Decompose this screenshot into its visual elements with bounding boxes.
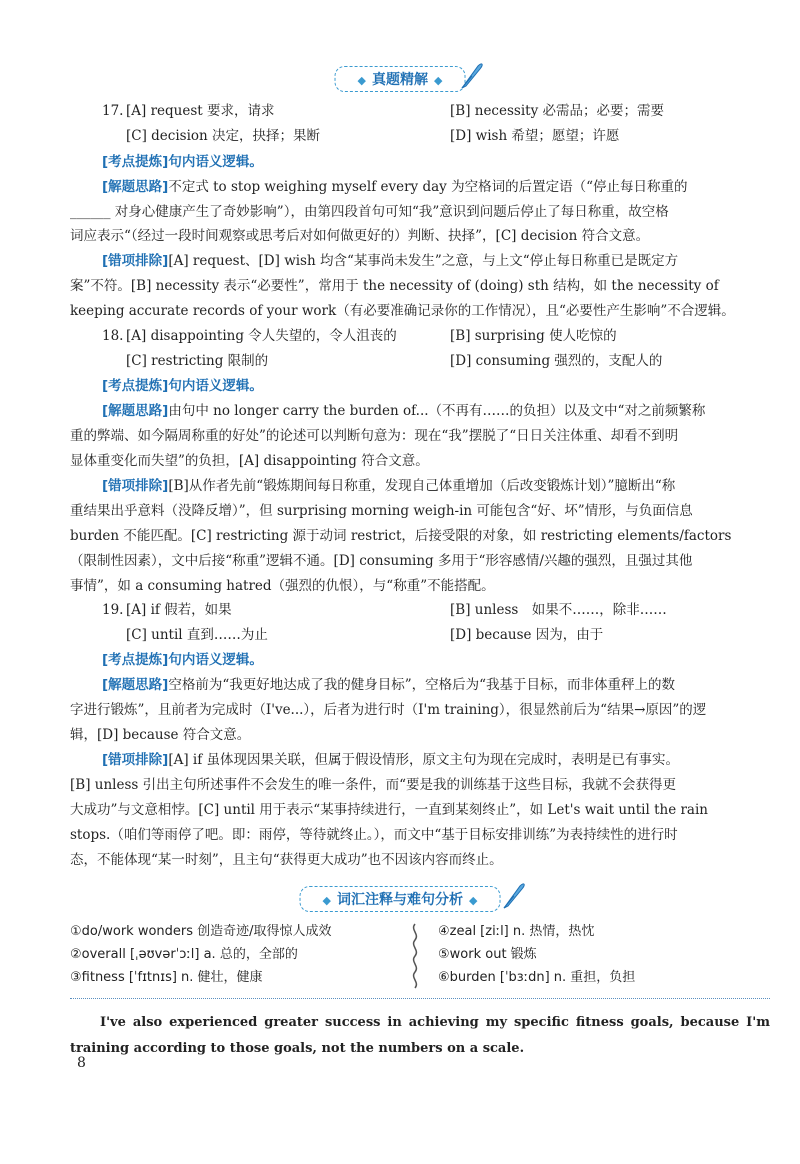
eliminate-line-4: （限制性因素），文中后接“称重”逻辑不通。[D] consuming 多用于“形容感情/兴趣的强烈，且强过其他 bbox=[70, 553, 693, 569]
eliminate-line-3: 大成功”与文意相悖。[C] until 用于表示“某事持续进行，一直到某刻终止”，如 Let's wait until the rain bbox=[70, 802, 708, 818]
bullet-dot: ◆ bbox=[322, 894, 331, 907]
key-point-tag: [考点提炼] bbox=[102, 652, 169, 668]
section-title: 词汇注释与难句分析 bbox=[337, 892, 463, 908]
feather-pen-icon bbox=[458, 60, 484, 90]
section-banner-vocabulary bbox=[300, 886, 501, 912]
option-a: [A] disappointing 令人失望的，令人沮丧的 bbox=[126, 328, 397, 344]
eliminate-line-2: [B] unless 引出主句所述事件不会发生的唯一条件，而“要是我的训练基于这些目标，我就不会获得更 bbox=[70, 777, 676, 793]
solution-text: 由句中 no longer carry the burden of...（不再有……的负担）以及文中“对之前频繁称 bbox=[168, 403, 706, 419]
key-point-text: 句内语义逻辑。 bbox=[168, 378, 263, 394]
solution-line-3: 词应表示“（经过一段时间观察或思考后对如何做更好的）判断、抉择”，[C] decision 符合文意。 bbox=[70, 228, 650, 244]
eliminate-line-3: burden 不能匹配。[C] restricting 源于动词 restrict，后接受限的对象，如 restricting elements/factors bbox=[70, 528, 732, 544]
key-point bbox=[102, 150, 760, 174]
eliminate-tag: [错项排除] bbox=[102, 478, 169, 494]
question-number: 19. bbox=[102, 602, 124, 618]
vocab-item: ③fitness [ˈfɪtnɪs] n. 健壮，健康 bbox=[70, 970, 263, 985]
option-c: [C] decision 决定，抉择；果断 bbox=[126, 128, 321, 144]
option-d: [D] wish 希望；愿望；许愿 bbox=[450, 128, 620, 144]
solution-line-2: 字进行锻炼”，且前者为完成时（I've...），后者为进行时（I'm training），很显然前后为“结果→原因”的逻 bbox=[70, 702, 707, 718]
key-point bbox=[102, 374, 760, 398]
eliminate-text: [B]从作者先前“锻炼期间每日称重，发现自己体重增加（后改变锻炼计划）”臆断出“称 bbox=[168, 478, 676, 494]
vocab-item: ①do/work wonders 创造奇迹/取得惊人成效 bbox=[70, 924, 332, 939]
dotted-divider bbox=[70, 998, 770, 999]
key-point bbox=[102, 648, 760, 672]
eliminate-tag: [错项排除] bbox=[102, 752, 169, 768]
eliminate-line-1 bbox=[102, 474, 760, 498]
vocab-item: ⑥burden [ˈbɜːdn] n. 重担，负担 bbox=[438, 970, 636, 985]
vocab-item: ④zeal [ziːl] n. 热情，热忱 bbox=[438, 924, 595, 939]
key-point-text: 句内语义逻辑。 bbox=[168, 154, 263, 170]
eliminate-line-3: keeping accurate records of your work（有必要准确记录你的工作情况），且“必要性产生影响”不合逻辑。 bbox=[70, 303, 735, 319]
option-a: [A] request 要求，请求 bbox=[126, 103, 275, 119]
solution-line-3: 显体重变化而失望”的负担，[A] disappointing 符合文意。 bbox=[70, 453, 429, 469]
solution-line-1 bbox=[102, 399, 760, 423]
bullet-dot: ◆ bbox=[434, 74, 443, 87]
section-banner-explanation bbox=[335, 66, 466, 92]
bullet-dot: ◆ bbox=[469, 894, 478, 907]
solution-text: 不定式 to stop weighing myself every day 为空格词的后置定语（“停止每日称重的 bbox=[168, 179, 688, 195]
option-c: [C] restricting 限制的 bbox=[126, 353, 269, 369]
eliminate-line-2: 重结果出乎意料（没降反增）”，但 surprising morning weigh-in 可能包含“好、坏”情形，与负面信息 bbox=[70, 503, 693, 519]
chain-divider-icon bbox=[408, 922, 422, 990]
solution-line-3: 辑，[D] because 符合文意。 bbox=[70, 727, 251, 743]
solution-line-2: 重的弊端、如今隔周称重的好处”的论述可以判断句意为：现在“我”摆脱了“日日关注体重、却看不到明 bbox=[70, 428, 679, 444]
vocab-item: ⑤work out 锻炼 bbox=[438, 947, 537, 962]
option-b: [B] necessity 必需品；必要；需要 bbox=[450, 103, 664, 119]
key-point-tag: [考点提炼] bbox=[102, 378, 169, 394]
difficult-sentence: I've also experienced greater success in achieving my specific fitness goals, because I'm training according to those goals, not the numbers on a scale. bbox=[70, 1015, 770, 1056]
solution-line-1 bbox=[102, 673, 760, 697]
solution-tag: [解题思路] bbox=[102, 179, 169, 195]
option-a: [A] if 假若，如果 bbox=[126, 602, 232, 618]
solution-line-2: ______ 对身心健康产生了奇妙影响”），由第四段首句可知“我”意识到问题后停止了每日称重，故空格 bbox=[70, 204, 669, 220]
option-d: [D] consuming 强烈的，支配人的 bbox=[450, 353, 663, 369]
option-d: [D] because 因为，由于 bbox=[450, 627, 604, 643]
eliminate-line-1 bbox=[102, 249, 760, 273]
eliminate-line-1 bbox=[102, 748, 760, 772]
eliminate-line-4: stops.（咱们等雨停了吧。即：雨停，等待就终止。），而文中“基于目标安排训练”为表持续性的进行时 bbox=[70, 827, 678, 843]
eliminate-text: [A] request、[D] wish 均含“某事尚未发生”之意，与上文“停止每日称重已是既定方 bbox=[168, 253, 679, 269]
eliminate-text: [A] if 虽体现因果关联，但属于假设情形，原文主句为现在完成时，表明是已有事实。 bbox=[168, 752, 680, 768]
bullet-dot: ◆ bbox=[357, 74, 366, 87]
feather-pen-icon bbox=[500, 880, 526, 910]
solution-text: 空格前为“我更好地达成了我的健身目标”，空格后为“我基于目标，而非体重秤上的数 bbox=[168, 677, 676, 693]
section-title: 真题精解 bbox=[372, 72, 428, 88]
option-b: [B] surprising 使人吃惊的 bbox=[450, 328, 617, 344]
option-c: [C] until 直到……为止 bbox=[126, 627, 268, 643]
key-point-tag: [考点提炼] bbox=[102, 154, 169, 170]
eliminate-line-5: 态，不能体现“某一时刻”，且主句“获得更大成功”也不因该内容而终止。 bbox=[70, 852, 503, 868]
question-number: 18. bbox=[102, 328, 124, 344]
question-number: 17. bbox=[102, 103, 124, 119]
solution-tag: [解题思路] bbox=[102, 403, 169, 419]
option-b: [B] unless 如果不……，除非…… bbox=[450, 602, 667, 618]
solution-line-1 bbox=[102, 175, 760, 199]
vocab-item: ②overall [ˌəʊvərˈɔːl] a. 总的，全部的 bbox=[70, 947, 298, 962]
eliminate-tag: [错项排除] bbox=[102, 253, 169, 269]
key-point-text: 句内语义逻辑。 bbox=[168, 652, 263, 668]
page-number: 8 bbox=[77, 1055, 86, 1071]
eliminate-line-5: 事情”，如 a consuming hatred（强烈的仇恨），与“称重”不能搭配。 bbox=[70, 578, 495, 594]
solution-tag: [解题思路] bbox=[102, 677, 169, 693]
eliminate-line-2: 案”不符。[B] necessity 表示“必要性”，常用于 the necessity of (doing) sth 结构，如 the necessity of bbox=[70, 278, 719, 294]
